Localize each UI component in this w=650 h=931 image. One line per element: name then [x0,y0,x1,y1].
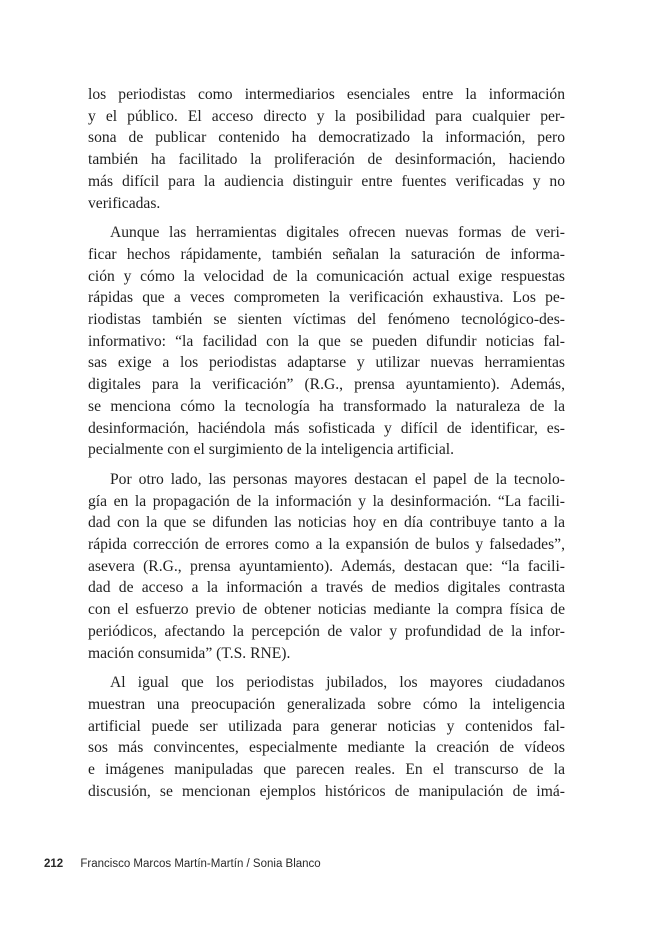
text-line: ción y cómo la velocidad de la comunicación actual exige respuestas [88,267,565,285]
text-line: verificadas. [88,194,161,212]
text-line: discusión, se mencionan ejemplos históricos de manipulación de imá- [88,782,565,800]
footer-authors: Francisco Marcos Martín-Martín / Sonia Blanco [80,858,321,870]
text-line: ficar hechos rápidamente, también señalan la saturación de informa- [88,245,565,263]
text-line: asevera (R.G., prensa ayuntamiento). Además, destacan que: “la facili- [88,557,565,575]
text-line: mación consumida” (T.S. RNE). [88,644,291,662]
text-line: Aunque las herramientas digitales ofrecen nuevas formas de veri- [110,224,565,242]
page-footer [44,858,321,870]
text-line: muestran una preocupación generalizada sobre cómo la inteligencia [88,695,565,713]
text-line: Al igual que los periodistas jubilados, los mayores ciudadanos [110,674,565,692]
text-line: artificial puede ser utilizada para generar noticias y contenidos fal- [88,717,565,735]
text-line: digitales para la verificación” (R.G., prensa ayuntamiento). Además, [88,376,565,394]
text-line: periódicos, afectando la percepción de valor y profundidad de la infor- [88,622,565,640]
text-line: e imágenes manipuladas que parecen reales. En el transcurso de la [88,761,565,779]
text-line: Por otro lado, las personas mayores destacan el papel de la tecnolo- [110,470,565,488]
text-line: dad con la que se difunden las noticias hoy en día contribuye tanto a la [88,514,565,532]
text-line: más difícil para la audiencia distinguir entre fuentes verificadas y no [88,172,565,190]
text-line: informativo: “la facilidad con la que se pueden difundir noticias fal- [88,332,565,350]
text-line: pecialmente con el surgimiento de la inteligencia artificial. [88,441,455,459]
text-line: también ha facilitado la proliferación de desinformación, haciendo [88,151,565,169]
text-line: con el esfuerzo previo de obtener noticias mediante la compra física de [88,601,565,619]
text-line: riodistas también se sienten víctimas del fenómeno tecnológico-des- [88,311,565,329]
paragraph-3 [88,469,565,664]
text-line: y el público. El acceso directo y la posibilidad para cualquier per- [88,107,565,125]
page-number: 212 [44,858,64,870]
paragraph-spacing [88,214,565,222]
paragraph-spacing [88,664,565,672]
paragraph-2 [88,222,565,461]
text-line: desinformación, haciéndola más sofisticada y difícil de identificar, es- [88,419,565,437]
text-line: sas exige a los periodistas adaptarse y utilizar nuevas herramientas [88,354,565,372]
text-line: rápida corrección de errores como a la expansión de bulos y falsedades”, [88,536,565,554]
paragraph-spacing [88,461,565,469]
text-line: rápidas que a veces comprometen la verificación exhaustiva. Los pe- [88,289,565,307]
paragraph-4 [88,672,565,802]
body-text [88,84,565,803]
paragraph-1 [88,84,565,214]
text-line: se menciona cómo la tecnología ha transformado la naturaleza de la [88,397,565,415]
text-line: sona de publicar contenido ha democratizado la información, pero [88,129,565,147]
text-line: sos más convincentes, especialmente mediante la creación de vídeos [88,739,565,757]
text-line: los periodistas como intermediarios esenciales entre la información [88,86,565,103]
text-line: dad de acceso a la información a través de medios digitales contrasta [88,579,565,597]
text-line: gía en la propagación de la información y la desinformación. “La facili- [88,492,565,510]
